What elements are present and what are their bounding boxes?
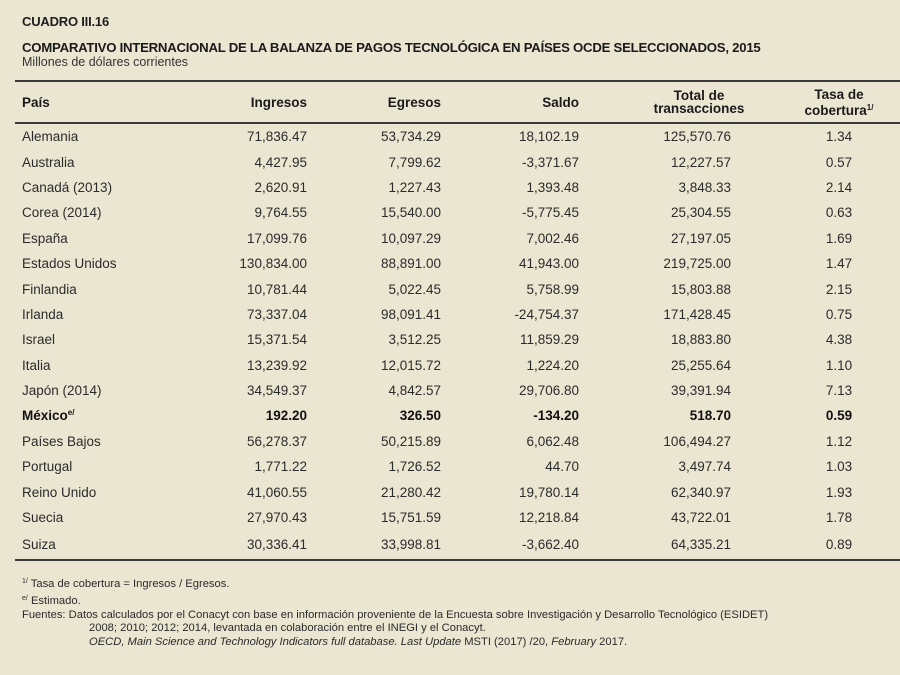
cell-country: Corea (2014) [22, 205, 102, 221]
footnote-marker: e/ [67, 408, 75, 418]
cell-egresos: 53,734.29 [380, 129, 441, 145]
cell-saldo: -3,662.40 [521, 537, 579, 553]
cell-country: España [22, 230, 68, 246]
table-row [15, 429, 900, 454]
cell-total: 12,227.57 [670, 154, 731, 170]
cell-ingresos: 2,620.91 [254, 179, 307, 195]
cell-saldo: -24,754.37 [514, 306, 579, 322]
cell-egresos: 33,998.81 [380, 537, 441, 553]
table-row [15, 226, 900, 251]
cell-tasa: 0.75 [825, 306, 853, 322]
cell-ingresos: 13,239.92 [246, 357, 307, 373]
cell-total: 18,883.80 [670, 332, 731, 348]
cell-ingresos: 9,764.55 [254, 205, 307, 221]
cell-ingresos: 17,099.76 [246, 230, 307, 246]
cell-tasa: 0.57 [825, 154, 853, 170]
table-header-row [15, 81, 900, 123]
cell-tasa: 0.63 [825, 205, 853, 221]
cell-total: 43,722.01 [670, 510, 731, 526]
col-header-country: País [22, 94, 50, 110]
cell-tasa: 1.78 [825, 510, 853, 526]
table-row [15, 327, 900, 352]
col-header-total: Total de transacciones [653, 88, 745, 116]
cell-ingresos: 192.20 [265, 408, 307, 424]
cell-country: Países Bajos [22, 433, 101, 449]
cell-country: Irlanda [22, 306, 64, 322]
cell-ingresos: 1,771.22 [254, 459, 307, 475]
note-sources-line3: OECD, Main Science and Technology Indicators full database. Last Update MSTI (2017) /20, February 2017. [89, 636, 628, 649]
cell-country: Finlandia [22, 281, 77, 297]
cell-ingresos: 10,781.44 [246, 281, 307, 297]
cell-total: 3,497.74 [678, 459, 731, 475]
cell-country: Suecia [22, 510, 64, 526]
cell-tasa: 0.59 [825, 408, 853, 424]
cell-country: México$^{e/}$ [22, 408, 75, 424]
note-sources-line2: 2008; 2010; 2012; 2014, levantada en colaboración entre el INEGI y el Conacyt. [89, 622, 486, 635]
cell-tasa: 1.03 [825, 459, 853, 475]
cell-ingresos: 30,336.41 [246, 537, 307, 553]
table-subtitle: Millones de dólares corrientes [22, 55, 189, 69]
table-row [15, 251, 900, 276]
cell-saldo: 29,706.80 [518, 383, 579, 399]
col-header-tasa: Tasa de cobertura$^{1/}$ [804, 86, 874, 118]
balance-table [15, 80, 900, 561]
cell-egresos: 7,799.62 [388, 154, 441, 170]
cell-total: 125,570.76 [663, 129, 731, 145]
cell-total: 25,255.64 [670, 357, 731, 373]
cell-egresos: 3,512.25 [388, 332, 441, 348]
cell-tasa: 1.10 [825, 357, 853, 373]
table-row [15, 353, 900, 378]
cell-total: 62,340.97 [670, 484, 731, 500]
cell-egresos: 1,726.52 [388, 459, 441, 475]
cell-egresos: 5,022.45 [388, 281, 441, 297]
cell-saldo: 41,943.00 [518, 256, 579, 272]
cell-total: 219,725.00 [663, 256, 731, 272]
cell-ingresos: 130,834.00 [239, 256, 307, 272]
cell-country: Italia [22, 357, 51, 373]
cell-saldo: -3,371.67 [521, 154, 579, 170]
cell-country: Suiza [22, 537, 56, 553]
col-header-saldo: Saldo [542, 94, 579, 110]
cell-saldo: 7,002.46 [526, 230, 579, 246]
cell-egresos: 15,540.00 [380, 205, 441, 221]
table-row [15, 378, 900, 403]
cell-tasa: 2.15 [825, 281, 853, 297]
cell-ingresos: 15,371.54 [246, 332, 307, 348]
cell-country: Japón (2014) [22, 383, 102, 399]
cell-ingresos: 71,836.47 [246, 129, 307, 145]
cell-saldo: 19,780.14 [518, 484, 579, 500]
cell-saldo: 44.70 [545, 459, 579, 475]
cell-egresos: 21,280.42 [380, 484, 441, 500]
cell-egresos: 1,227.43 [388, 179, 441, 195]
cell-total: 518.70 [689, 408, 731, 424]
note-sources: Fuentes: Datos calculados por el Conacyt con base en información proveniente de la Encuesta sobre Investigación y Desarrollo Tecnológico (ESIDET) [22, 608, 769, 621]
cell-saldo: 18,102.19 [518, 129, 579, 145]
cell-ingresos: 34,549.37 [246, 383, 307, 399]
table-row [15, 276, 900, 301]
cell-ingresos: 27,970.43 [246, 510, 307, 526]
cell-egresos: 15,751.59 [380, 510, 441, 526]
table-label: CUADRO III.16 [22, 14, 109, 29]
col-header-egresos: Egresos [387, 94, 441, 110]
cell-country: Reino Unido [22, 484, 97, 500]
note-coverage: $^{1/}$ Tasa de cobertura = Ingresos / Egresos. [22, 578, 230, 590]
cell-saldo: 5,758.99 [526, 281, 579, 297]
cell-ingresos: 73,337.04 [246, 306, 307, 322]
cell-total: 27,197.05 [670, 230, 731, 246]
table-title: COMPARATIVO INTERNACIONAL DE LA BALANZA DE PAGOS TECNOLÓGICA EN PAÍSES OCDE SELECCIONADOS, 2015 [22, 40, 761, 55]
cell-ingresos: 4,427.95 [254, 154, 307, 170]
cell-tasa: 2.14 [825, 179, 853, 195]
cell-country: Canadá (2013) [22, 179, 113, 195]
cell-total: 3,848.33 [678, 179, 731, 195]
cell-tasa: 1.69 [825, 230, 853, 246]
cell-egresos: 50,215.89 [380, 433, 441, 449]
cell-egresos: 10,097.29 [380, 230, 441, 246]
cell-egresos: 326.50 [399, 408, 441, 424]
table-row [15, 479, 900, 504]
cell-tasa: 1.34 [825, 129, 853, 145]
cell-total: 106,494.27 [663, 433, 731, 449]
cell-tasa: 1.93 [825, 484, 853, 500]
cell-tasa: 7.13 [825, 383, 853, 399]
table-notes [22, 575, 892, 650]
cell-tasa: 1.47 [825, 256, 853, 272]
cell-total: 15,803.88 [670, 281, 731, 297]
cell-saldo: 1,393.48 [526, 179, 579, 195]
table-row [15, 123, 900, 149]
col-header-ingresos: Ingresos [250, 94, 307, 110]
cell-country: Portugal [22, 459, 73, 475]
cell-egresos: 88,891.00 [380, 256, 441, 272]
table-row [15, 530, 900, 560]
cell-total: 25,304.55 [670, 205, 731, 221]
cell-country: Israel [22, 332, 56, 348]
table-row [15, 200, 900, 225]
table-row [15, 175, 900, 200]
cell-country: Alemania [22, 129, 79, 145]
cell-saldo: 12,218.84 [518, 510, 579, 526]
data-table-container [15, 80, 900, 561]
cell-saldo: -134.20 [533, 408, 579, 424]
table-row [15, 149, 900, 174]
cell-ingresos: 56,278.37 [246, 433, 307, 449]
cell-saldo: -5,775.45 [521, 205, 579, 221]
cell-total: 39,391.94 [670, 383, 731, 399]
cell-egresos: 4,842.57 [388, 383, 441, 399]
note-estimated: $^{e/}$ Estimado. [22, 594, 81, 607]
table-row [15, 505, 900, 530]
cell-country: Estados Unidos [22, 256, 117, 272]
cell-egresos: 98,091.41 [380, 306, 441, 322]
cell-egresos: 12,015.72 [380, 357, 441, 373]
cell-total: 64,335.21 [670, 537, 731, 553]
table-row [15, 403, 900, 428]
cell-tasa: 4.38 [825, 332, 853, 348]
table-row [15, 302, 900, 327]
cell-tasa: 1.12 [825, 433, 853, 449]
table-row [15, 454, 900, 479]
cell-saldo: 11,859.29 [519, 332, 579, 348]
cell-ingresos: 41,060.55 [246, 484, 307, 500]
cell-saldo: 6,062.48 [526, 433, 579, 449]
cell-total: 171,428.45 [663, 306, 731, 322]
cell-country: Australia [22, 154, 75, 170]
cell-saldo: 1,224.20 [526, 357, 579, 373]
cell-tasa: 0.89 [825, 537, 853, 553]
